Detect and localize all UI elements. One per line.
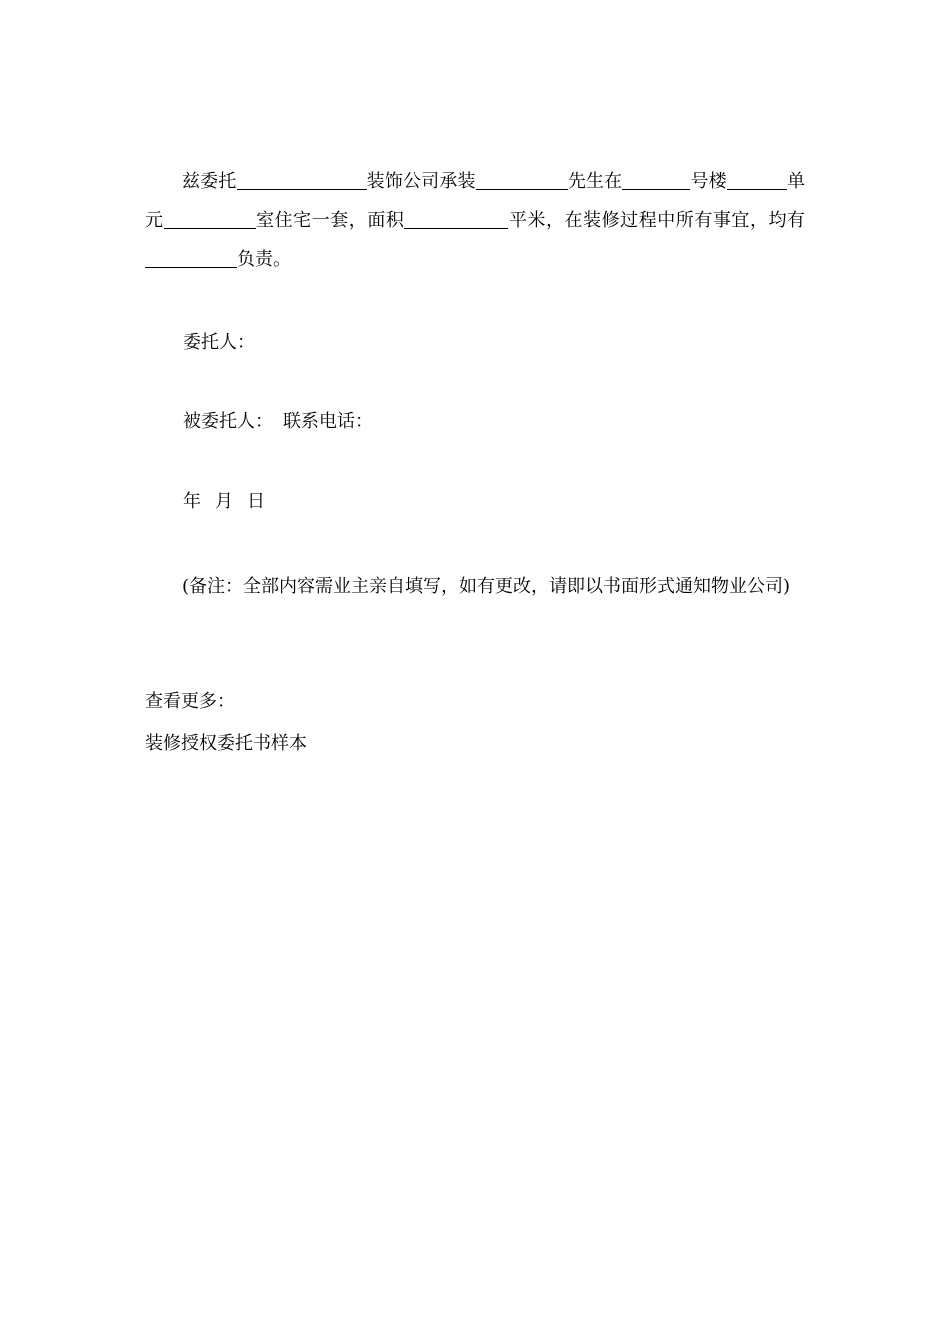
blank-unit-number <box>727 171 787 190</box>
principal-line <box>183 331 255 355</box>
blank-room-number <box>164 210 256 229</box>
date-year-label: 年 <box>183 491 201 512</box>
authorization-paragraph <box>145 162 805 279</box>
date-month-label: 月 <box>215 491 233 512</box>
see-more-label: 查看更多： <box>145 691 235 712</box>
note-paragraph: (备注：全部内容需业主亲自填写，如有更改，请即以书面形式通知物业公司) <box>182 576 791 597</box>
blank-area <box>404 210 508 229</box>
principal-label: 委托人： <box>183 332 255 353</box>
text-segment: 单元 <box>145 171 806 231</box>
phone-label: 联系电话： <box>283 411 373 432</box>
text-segment: 兹委托 <box>182 171 237 192</box>
date-day-label: 日 <box>247 491 265 512</box>
blank-responsible-party <box>145 249 237 268</box>
blank-owner-name <box>476 171 568 190</box>
text-segment: 室住宅一套，面积 <box>255 210 405 231</box>
agent-line <box>183 410 373 434</box>
text-segment: 装饰公司承装 <box>366 171 476 192</box>
date-line <box>183 490 265 514</box>
text-segment: 负责。 <box>237 249 291 270</box>
text-segment: 平米，在装修过程中所有事宜，均有 <box>508 210 806 231</box>
text-segment: 先生在 <box>567 171 623 192</box>
see-more-link[interactable]: 装修授权委托书样本 <box>145 733 307 754</box>
agent-label: 被委托人： <box>183 411 273 432</box>
blank-building-number <box>622 171 690 190</box>
text-segment: 号楼 <box>690 171 727 192</box>
blank-company <box>237 171 367 190</box>
